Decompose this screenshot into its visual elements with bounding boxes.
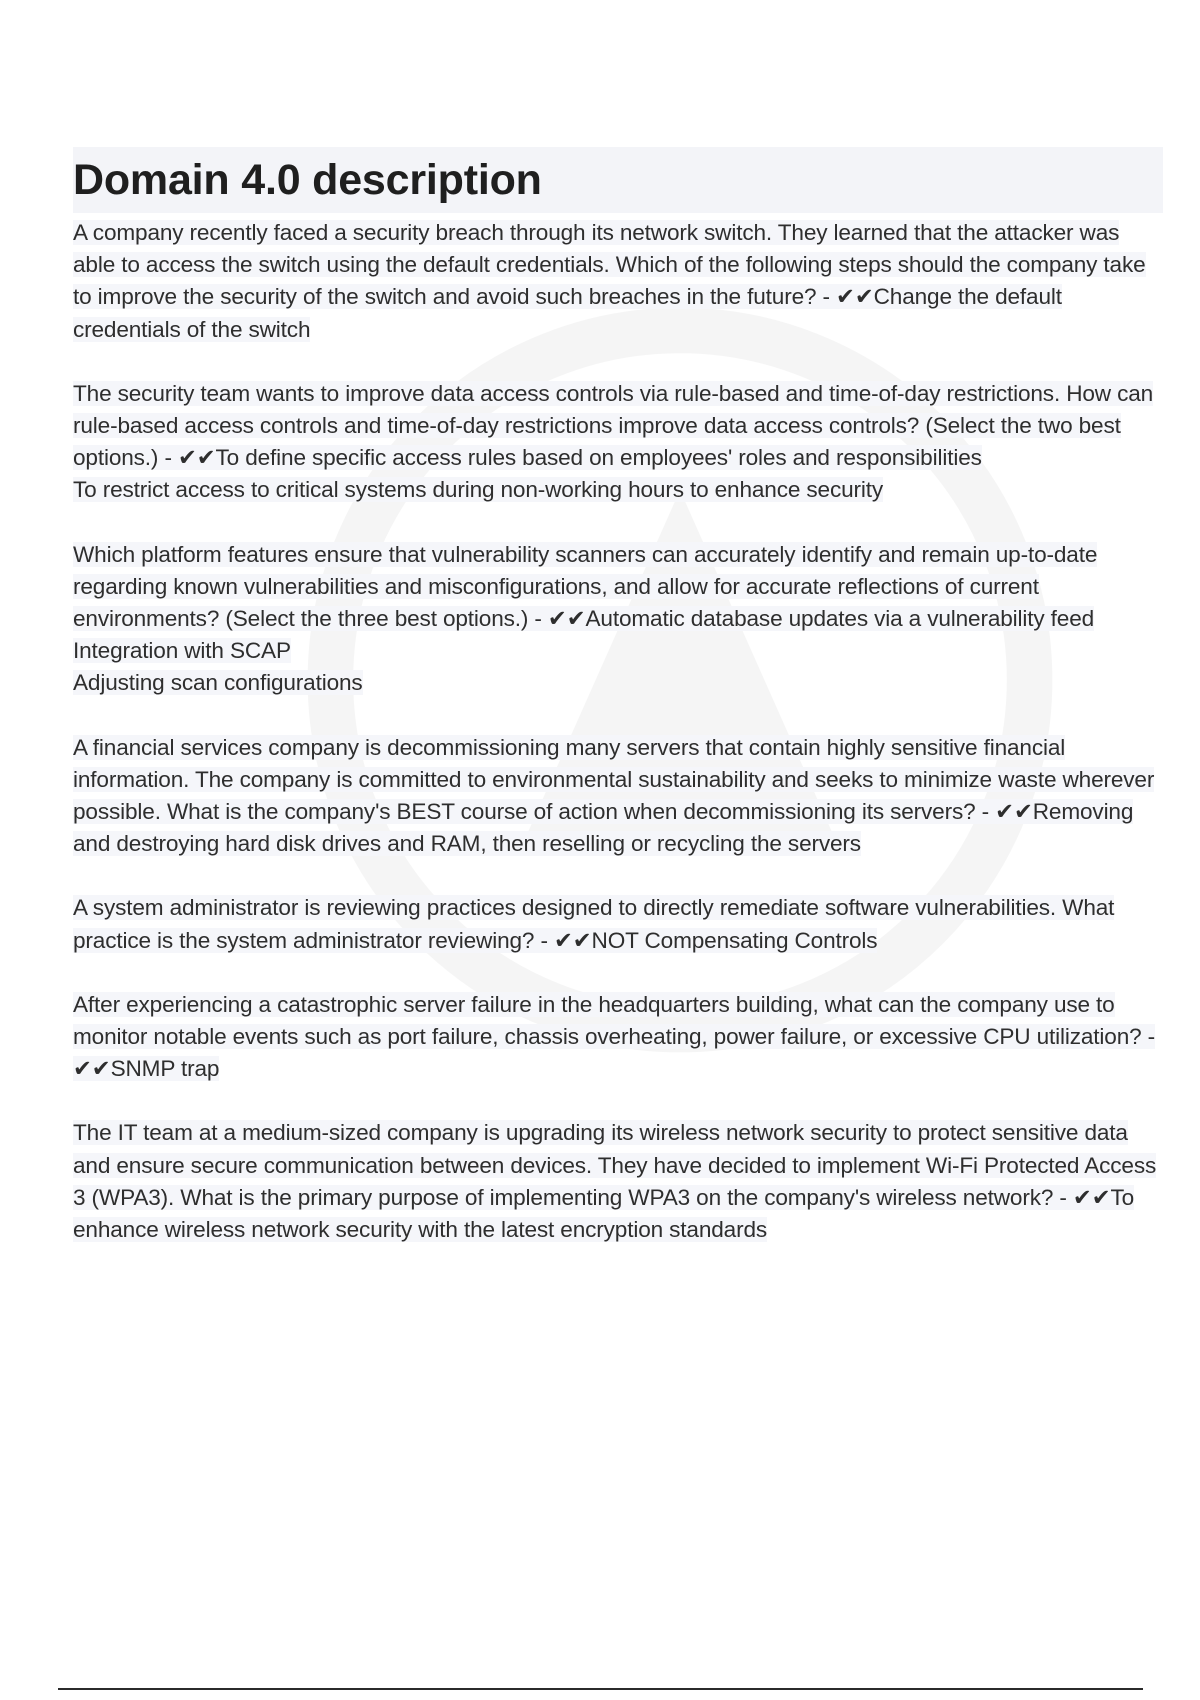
answer-text-inner: Integration with SCAP <box>73 638 291 664</box>
answer-text: SNMP trap <box>110 1056 220 1082</box>
answer-text <box>73 667 1163 699</box>
question-text: The IT team at a medium-sized company is upgrading its wireless network security to protect sensitive data and ensure secure communication between devices. They have decided to implement Wi-Fi Protected Access 3 (WPA3). What is the primary purpose of implementing WPA3 on the company's wireless network? <box>73 1120 1157 1210</box>
answer-text <box>73 635 1163 667</box>
question-text: After experiencing a catastrophic server failure in the headquarters building, what can the company use to monitor notable events such as port failure, chassis overheating, power failure, or excessive CPU utilization? <box>73 991 1142 1050</box>
qa-item <box>73 892 1163 956</box>
qa-item <box>73 989 1163 1086</box>
qa-item <box>73 378 1163 507</box>
answer-separator: - ✔✔ <box>528 606 586 632</box>
question-text: Which platform features ensure that vulnerability scanners can accurately identify and remain up-to-date regarding known vulnerabilities and misconfigurations, and allow for accurate reflections of current environments? (Select the three best options.) <box>73 541 1098 632</box>
answer-separator: - ✔✔ <box>1053 1184 1111 1210</box>
question-text: A system administrator is reviewing practices designed to directly remediate software vulnerabilities. What practice is the system administrator reviewing? <box>73 895 1115 953</box>
question-text: A financial services company is decommissioning many servers that contain highly sensitive financial information. The company is committed to environmental sustainability and seeks to minimize waste wherever possible. What is the company's BEST course of action when decommissioning its servers? <box>73 734 1155 825</box>
question-text: The security team wants to improve data access controls via rule-based and time-of-day restrictions. How can rule-based access controls and time-of-day restrictions improve data access controls? (Select the two best options.) <box>73 380 1154 471</box>
answer-text <box>73 474 1163 506</box>
answer-separator: - ✔✔ <box>534 927 592 953</box>
answer-text: NOT Compensating Controls <box>591 927 878 953</box>
answer-text-inner: Adjusting scan configurations <box>73 670 363 696</box>
answer-text: Automatic database updates via a vulnerability feed <box>585 606 1095 632</box>
answer-text: To enhance wireless network security with the latest encryption standards <box>73 1184 1135 1243</box>
qa-list <box>73 217 1163 1246</box>
qa-item <box>73 539 1163 700</box>
question-text: A company recently faced a security breach through its network switch. They learned that the attacker was able to access the switch using the default credentials. Which of the following steps should the company take to improve the security of the switch and avoid such breaches in the future? <box>73 220 1146 310</box>
answer-separator: - ✔✔ <box>73 1024 1156 1082</box>
page-title: Domain 4.0 description <box>73 147 1163 213</box>
qa-item <box>73 1117 1163 1246</box>
answer-separator: - ✔✔ <box>975 799 1033 825</box>
answer-text: Removing and destroying hard disk drives and RAM, then reselling or recycling the servers <box>73 799 1134 857</box>
document-content <box>73 147 1163 1278</box>
footer-divider <box>58 1688 1143 1690</box>
answer-text: Change the default credentials of the switch <box>73 284 1062 342</box>
answer-separator: - ✔✔ <box>158 445 216 471</box>
answer-text: To define specific access rules based on employees' roles and responsibilities <box>215 445 982 471</box>
answer-separator: - ✔✔ <box>816 284 874 310</box>
qa-item <box>73 732 1163 861</box>
qa-item <box>73 217 1163 346</box>
answer-text-inner: To restrict access to critical systems during non-working hours to enhance security <box>73 477 884 503</box>
